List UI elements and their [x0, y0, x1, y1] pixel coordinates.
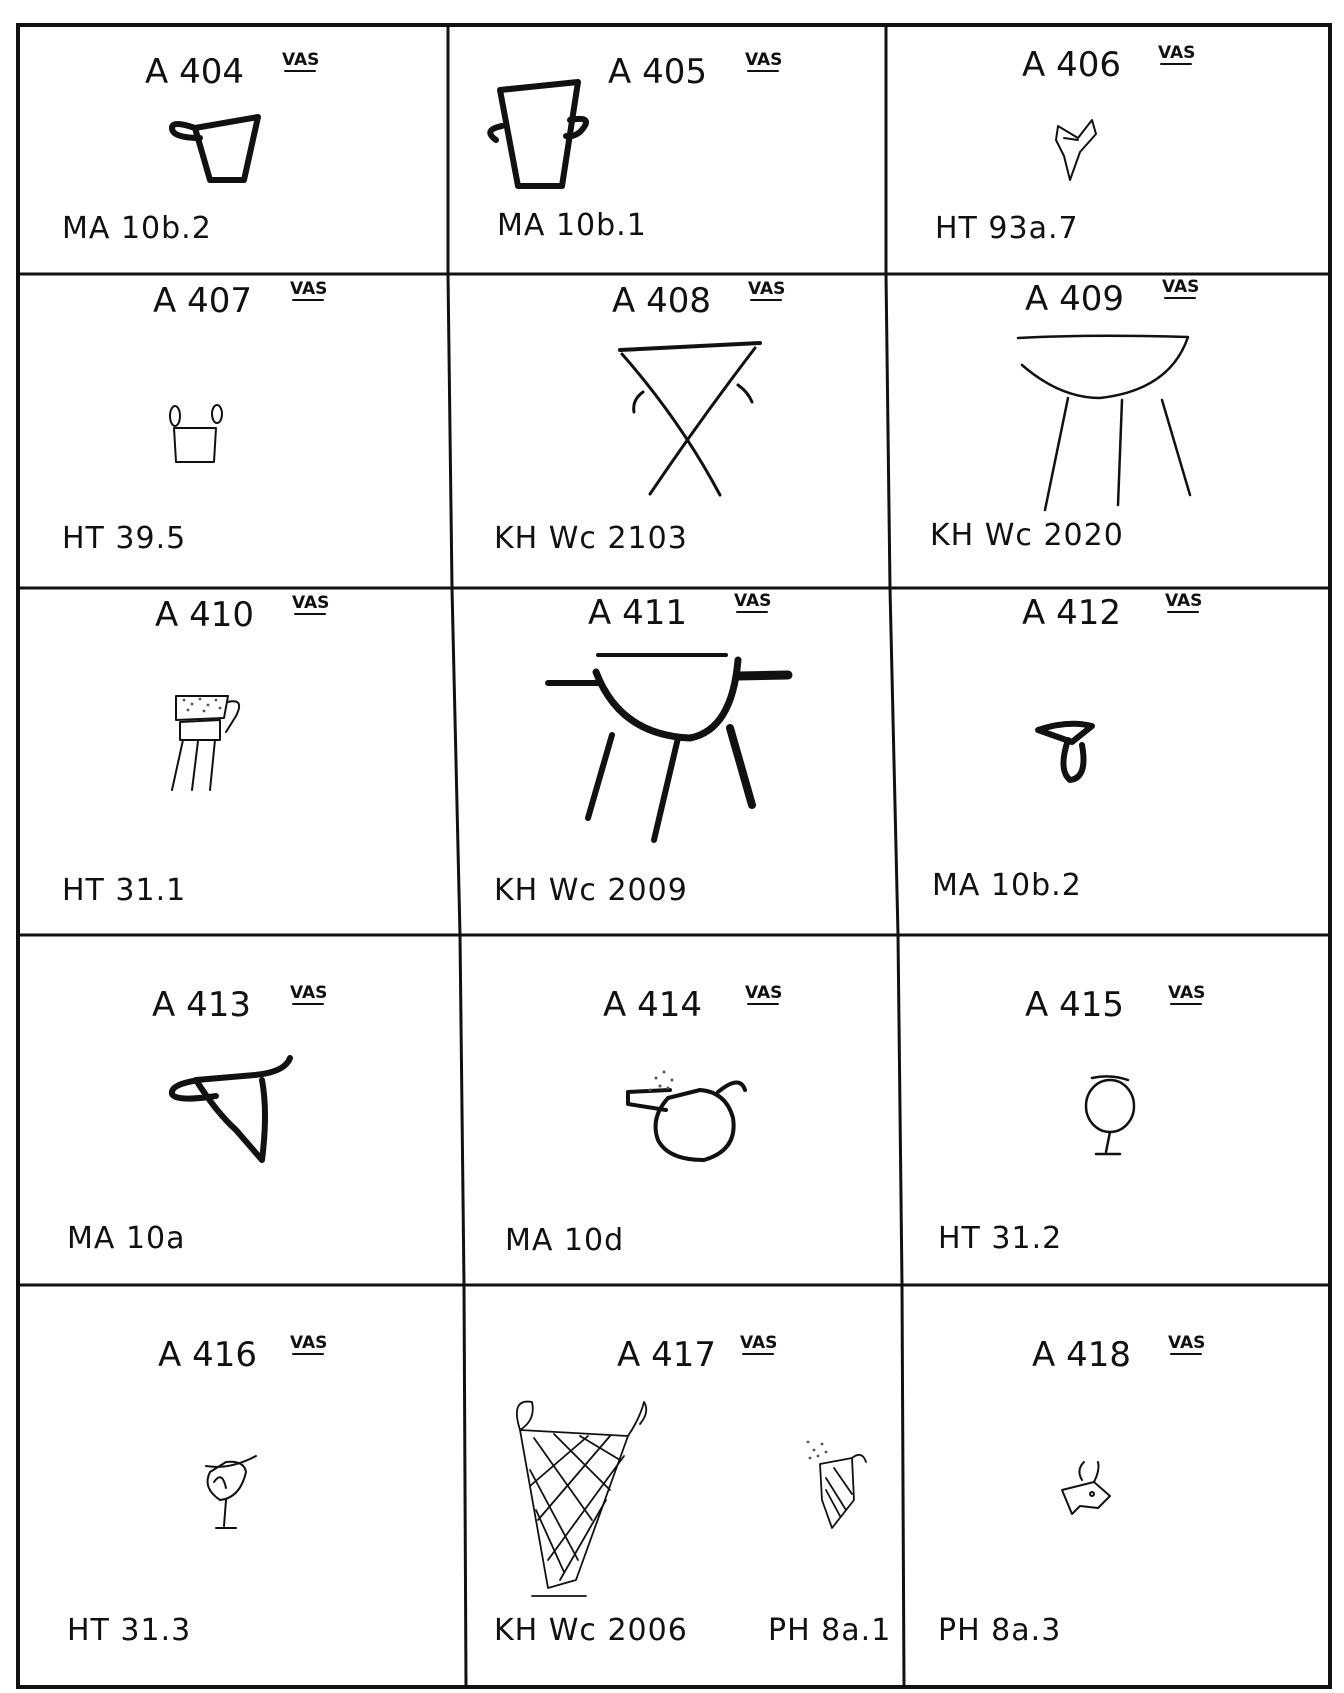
source-label: KH Wc 2103	[494, 521, 688, 556]
sign-cell-a407	[62, 279, 327, 556]
sign-code: A 412	[1022, 593, 1121, 633]
sign-cell-a408	[494, 279, 785, 556]
vas-tag: VAS	[740, 1333, 778, 1353]
sign-cell-a418	[938, 1333, 1205, 1648]
goblet-icon	[1086, 1076, 1134, 1154]
source-label: HT 31.1	[62, 873, 187, 908]
cup-with-handle-icon	[172, 1058, 290, 1160]
table-grid	[18, 25, 1330, 1687]
small-jar-icon	[206, 1456, 256, 1528]
animal-head-vessel-icon	[1062, 1462, 1110, 1514]
sign-code: A 411	[588, 593, 687, 633]
sign-code: A 407	[153, 281, 252, 321]
sign-code: A 410	[155, 595, 254, 635]
vas-tag: VAS	[748, 279, 786, 299]
sign-code: A 406	[1022, 45, 1121, 85]
two-handled-jar-icon	[490, 82, 586, 186]
sign-code: A 405	[608, 52, 707, 92]
vas-tag: VAS	[290, 983, 328, 1003]
sign-cell-a411	[494, 591, 788, 908]
net-pattern-vessel-icon	[517, 1402, 866, 1596]
cup-with-handle-icon	[172, 117, 258, 180]
sign-cell-a406	[935, 43, 1195, 246]
source-label: MA 10b.1	[497, 208, 647, 243]
crossed-leg-vessel-icon	[620, 343, 760, 495]
source-label: HT 31.2	[938, 1221, 1063, 1256]
sign-cell-a415	[938, 983, 1205, 1256]
source-label: KH Wc 2009	[494, 873, 688, 908]
small-vessel-icon	[1056, 120, 1096, 180]
sign-cell-a404	[62, 50, 319, 246]
source-label: HT 93a.7	[935, 211, 1079, 246]
source-label: MA 10b.2	[62, 211, 212, 246]
source-label: MA 10b.2	[932, 868, 1082, 903]
spouted-vessel-icon	[1038, 724, 1092, 780]
vas-tag: VAS	[292, 593, 330, 613]
source-label: PH 8a.3	[938, 1613, 1062, 1648]
footed-vessel-icon	[172, 696, 239, 790]
two-handled-pot-icon	[170, 405, 222, 462]
source-label: HT 39.5	[62, 521, 187, 556]
vas-tag: VAS	[745, 50, 783, 70]
sign-code: A 413	[152, 985, 251, 1025]
sign-cell-a414	[505, 983, 782, 1258]
sign-cell-a405	[490, 50, 782, 243]
vas-tag: VAS	[1165, 591, 1203, 611]
sign-code: A 408	[612, 281, 711, 321]
vas-tag: VAS	[1162, 277, 1200, 297]
source-label: KH Wc 2006	[494, 1613, 688, 1648]
tripod-bowl-icon	[1018, 336, 1190, 510]
sign-cell-a410	[62, 593, 329, 908]
spouted-jug-icon	[628, 1071, 745, 1161]
sign-code: A 416	[158, 1335, 257, 1375]
vas-tag: VAS	[282, 50, 320, 70]
sign-cell-a417	[494, 1333, 891, 1648]
sign-cell-a413	[67, 983, 327, 1256]
vas-tag: VAS	[1158, 43, 1196, 63]
source-label-secondary: PH 8a.1	[768, 1613, 892, 1648]
vas-tag: VAS	[290, 279, 328, 299]
vas-tag: VAS	[290, 1333, 328, 1353]
vas-tag: VAS	[734, 591, 772, 611]
vas-tag: VAS	[1168, 1333, 1206, 1353]
sign-code: A 418	[1032, 1335, 1131, 1375]
source-label: MA 10a	[67, 1221, 186, 1256]
sign-cell-a409	[930, 277, 1199, 553]
sign-code: A 415	[1025, 985, 1124, 1025]
tripod-cauldron-icon	[548, 655, 788, 840]
sign-code: A 409	[1025, 279, 1124, 319]
source-label: HT 31.3	[67, 1613, 192, 1648]
sign-cell-a412	[932, 591, 1202, 903]
sign-code: A 414	[603, 985, 702, 1025]
vas-tag: VAS	[1168, 983, 1206, 1003]
source-label: KH Wc 2020	[930, 518, 1124, 553]
sign-code: A 404	[145, 52, 244, 92]
vas-tag: VAS	[745, 983, 783, 1003]
source-label: MA 10d	[505, 1223, 625, 1258]
sign-cell-a416	[67, 1333, 327, 1648]
sign-code: A 417	[617, 1335, 716, 1375]
